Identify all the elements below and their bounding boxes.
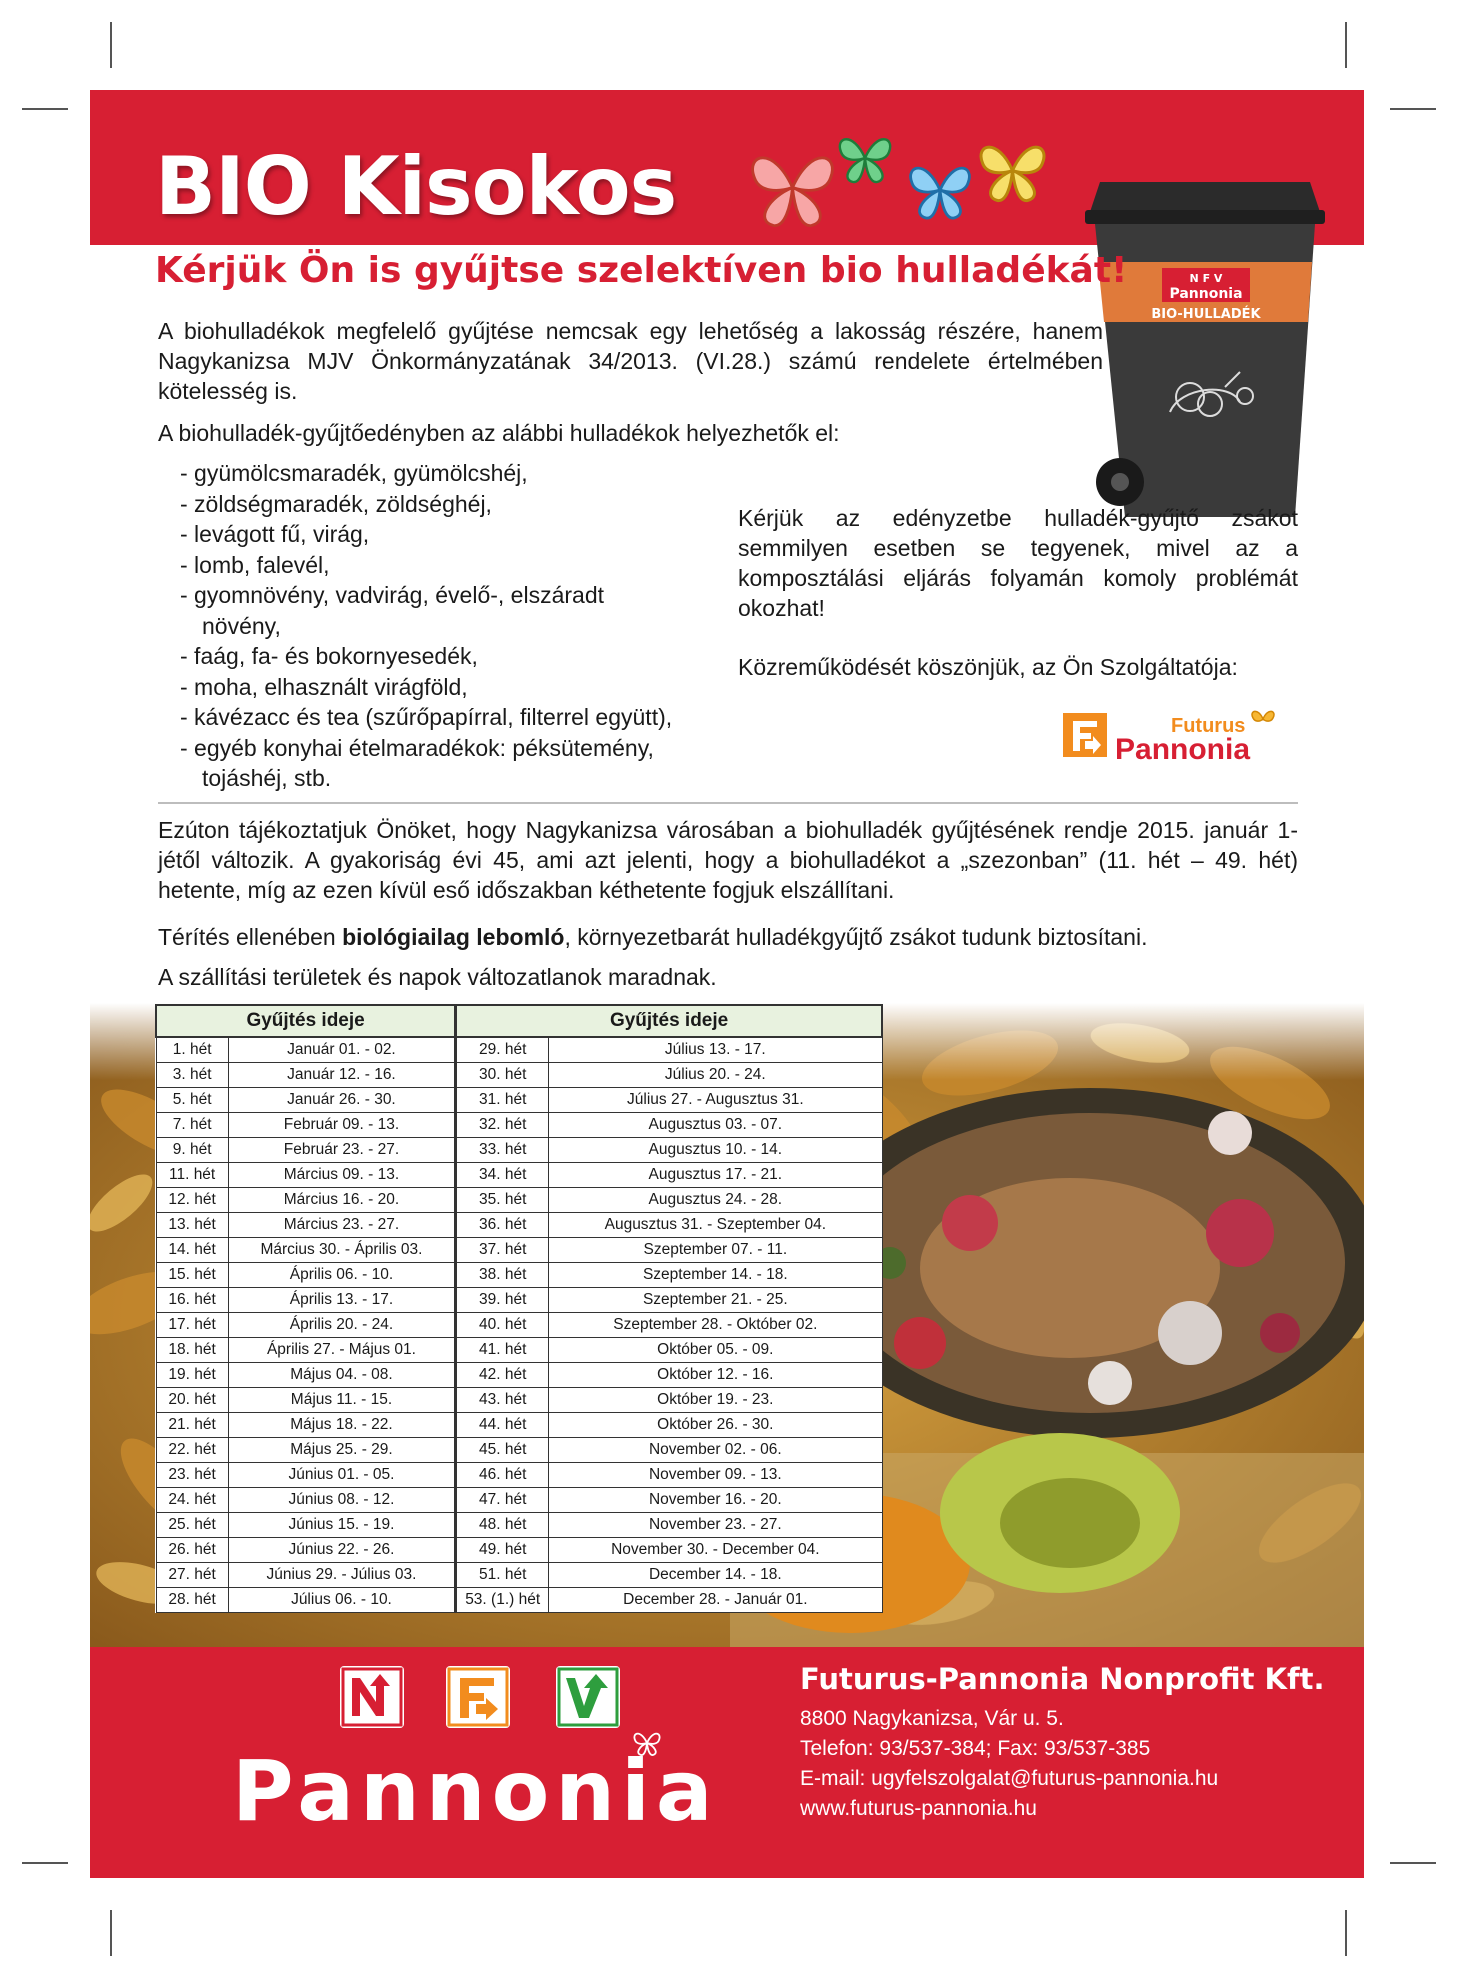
list-item: - zöldségmaradék, zöldséghéj, <box>180 490 492 517</box>
week-cell: 30. hét <box>456 1063 549 1088</box>
divider <box>158 802 1298 804</box>
crop-mark <box>1390 1862 1436 1864</box>
logo-pannonia-text: Pannonia <box>1115 733 1251 765</box>
date-range-cell: Július 27. - Augusztus 31. <box>549 1088 882 1113</box>
week-cell: 47. hét <box>456 1488 549 1513</box>
week-cell: 26. hét <box>156 1538 228 1563</box>
crop-mark <box>1390 108 1436 110</box>
week-cell: 3. hét <box>156 1063 228 1088</box>
week-cell: 36. hét <box>456 1213 549 1238</box>
company-contact <box>800 1662 1325 1824</box>
week-cell: 21. hét <box>156 1413 228 1438</box>
date-range-cell: Augusztus 17. - 21. <box>549 1163 882 1188</box>
date-range-cell: Szeptember 14. - 18. <box>549 1263 882 1288</box>
date-range-cell: Január 01. - 02. <box>228 1037 455 1063</box>
date-range-cell: Február 09. - 13. <box>228 1113 455 1138</box>
table-row <box>156 1163 882 1188</box>
table-row <box>156 1288 882 1313</box>
week-cell: 31. hét <box>456 1088 549 1113</box>
table-row <box>156 1263 882 1288</box>
date-range-cell: Október 05. - 09. <box>549 1338 882 1363</box>
table-row <box>156 1488 882 1513</box>
butterfly-icon <box>905 155 975 225</box>
futurus-pannonia-logo <box>1063 705 1303 770</box>
company-email[interactable]: E-mail: ugyfelszolgalat@futurus-pannonia.hu <box>800 1767 1219 1790</box>
date-range-cell: Szeptember 28. - Október 02. <box>549 1313 882 1338</box>
date-range-cell: Június 08. - 12. <box>228 1488 455 1513</box>
crop-mark <box>22 1862 68 1864</box>
list-item: - faág, fa- és bokornyesedék, <box>180 643 478 669</box>
date-range-cell: Május 18. - 22. <box>228 1413 455 1438</box>
table-row <box>156 1063 882 1088</box>
butterfly-icon <box>975 133 1050 208</box>
date-range-cell: Augusztus 03. - 07. <box>549 1113 882 1138</box>
table-row <box>156 1588 882 1613</box>
week-cell: 42. hét <box>456 1363 549 1388</box>
page-title: BIO Kisokos <box>155 140 677 233</box>
list-item: - kávézacc és tea (szűrőpapírral, filterrel együtt), <box>180 704 673 730</box>
list-item: - levágott fű, virág, <box>180 521 370 547</box>
week-cell: 25. hét <box>156 1513 228 1538</box>
logo-futurus-text: Futurus <box>1171 715 1246 737</box>
thanks-paragraph: Közreműködését köszönjük, az Ön Szolgáltatója: <box>738 654 1238 680</box>
collection-schedule-table <box>155 1004 883 1613</box>
nkh-logo-icon <box>340 1666 404 1728</box>
crop-mark <box>22 108 68 110</box>
date-range-cell: Március 09. - 13. <box>228 1163 455 1188</box>
week-cell: 33. hét <box>456 1138 549 1163</box>
futurus-logo-icon <box>446 1666 510 1728</box>
company-phone: Telefon: 93/537-384; Fax: 93/537-385 <box>800 1737 1151 1760</box>
week-cell: 49. hét <box>456 1538 549 1563</box>
date-range-cell: Augusztus 24. - 28. <box>549 1188 882 1213</box>
info-paragraph: Ezúton tájékoztatjuk Önöket, hogy Nagykanizsa városában a biohulladék gyűjtésének rendje 2015. január 1-jétől változik. A gyakoriság évi 45, ami azt jelenti, hogy a biohulladékot a „szezonban” (11. hét – 49. hét) hetente, míg az ezen kívül eső időszakban kéthetente fogjuk elszállítani. <box>158 817 1298 903</box>
crop-mark <box>1345 22 1347 68</box>
date-range-cell: Május 25. - 29. <box>228 1438 455 1463</box>
week-cell: 14. hét <box>156 1238 228 1263</box>
week-cell: 34. hét <box>456 1163 549 1188</box>
crop-mark <box>110 22 112 68</box>
list-item: - gyümölcsmaradék, gyümölcshéj, <box>180 460 528 486</box>
week-cell: 19. hét <box>156 1363 228 1388</box>
week-cell: 22. hét <box>156 1438 228 1463</box>
week-cell: 27. hét <box>156 1563 228 1588</box>
intro-paragraph: A biohulladékok megfelelő gyűjtése nemcsak egy lehetőség a lakosság részére, hanem Nagykanizsa MJV Önkormányzatának 34/2013. (VI.28.) számú rendelete értelmében kötelesség is. <box>158 318 1103 404</box>
company-name: Futurus-Pannonia Nonprofit Kft. <box>800 1662 1325 1696</box>
crop-mark <box>1345 1910 1347 1956</box>
bio-waste-bin-image <box>1080 172 1330 532</box>
list-intro: A biohulladék-gyűjtőedényben az alábbi hulladékok helyezhetők el: <box>158 420 840 446</box>
date-range-cell: Június 15. - 19. <box>228 1513 455 1538</box>
bold-term: biológiailag lebomló <box>342 924 565 950</box>
table-row <box>156 1363 882 1388</box>
table-row <box>156 1188 882 1213</box>
subtitle: Kérjük Ön is gyűjtse szelektíven bio hulladékát! <box>155 250 1128 291</box>
date-range-cell: Szeptember 07. - 11. <box>549 1238 882 1263</box>
date-range-cell: Október 12. - 16. <box>549 1363 882 1388</box>
table-row <box>156 1088 882 1113</box>
table-row <box>156 1138 882 1163</box>
info-paragraph: A szállítási területek és napok változatlanok maradnak. <box>158 964 717 990</box>
date-range-cell: Október 19. - 23. <box>549 1388 882 1413</box>
week-cell: 13. hét <box>156 1213 228 1238</box>
date-range-cell: December 28. - Január 01. <box>549 1588 882 1613</box>
list-item: - gyomnövény, vadvirág, évelő-, elszáradt növény, <box>180 582 604 639</box>
date-range-cell: Március 30. - Április 03. <box>228 1238 455 1263</box>
week-cell: 41. hét <box>456 1338 549 1363</box>
company-address: 8800 Nagykanizsa, Vár u. 5. <box>800 1707 1064 1730</box>
week-cell: 44. hét <box>456 1413 549 1438</box>
week-cell: 17. hét <box>156 1313 228 1338</box>
week-cell: 35. hét <box>456 1188 549 1213</box>
date-range-cell: Január 26. - 30. <box>228 1088 455 1113</box>
week-cell: 1. hét <box>156 1037 228 1063</box>
table-row <box>156 1113 882 1138</box>
crop-mark <box>110 1910 112 1956</box>
info-paragraph: Térítés ellenében biológiailag lebomló, környezetbarát hulladékgyűjtő zsákot tudunk biztosítani. <box>158 924 1148 950</box>
date-range-cell: November 30. - December 04. <box>549 1538 882 1563</box>
week-cell: 23. hét <box>156 1463 228 1488</box>
date-range-cell: Július 13. - 17. <box>549 1037 882 1063</box>
butterfly-icon <box>1252 711 1274 721</box>
date-range-cell: Június 01. - 05. <box>228 1463 455 1488</box>
week-cell: 43. hét <box>456 1388 549 1413</box>
week-cell: 18. hét <box>156 1338 228 1363</box>
pannonia-logo-text: Pannonia <box>232 1742 719 1840</box>
list-item: - lomb, falevél, <box>180 551 330 578</box>
week-cell: 46. hét <box>456 1463 549 1488</box>
waste-list <box>180 458 740 794</box>
table-row <box>156 1238 882 1263</box>
table-row <box>156 1438 882 1463</box>
column-header: Gyűjtés ideje <box>156 1005 456 1037</box>
week-cell: 24. hét <box>156 1488 228 1513</box>
column-header: Gyűjtés ideje <box>456 1005 882 1037</box>
table-row <box>156 1563 882 1588</box>
date-range-cell: Szeptember 21. - 25. <box>549 1288 882 1313</box>
week-cell: 12. hét <box>156 1188 228 1213</box>
table-row <box>156 1538 882 1563</box>
date-range-cell: Április 20. - 24. <box>228 1313 455 1338</box>
date-range-cell: December 14. - 18. <box>549 1563 882 1588</box>
week-cell: 29. hét <box>456 1037 549 1063</box>
week-cell: 9. hét <box>156 1138 228 1163</box>
date-range-cell: Március 16. - 20. <box>228 1188 455 1213</box>
date-range-cell: Július 20. - 24. <box>549 1063 882 1088</box>
date-range-cell: Június 29. - Július 03. <box>228 1563 455 1588</box>
date-range-cell: November 02. - 06. <box>549 1438 882 1463</box>
date-range-cell: November 09. - 13. <box>549 1463 882 1488</box>
date-range-cell: Február 23. - 27. <box>228 1138 455 1163</box>
date-range-cell: Október 26. - 30. <box>549 1413 882 1438</box>
date-range-cell: Június 22. - 26. <box>228 1538 455 1563</box>
week-cell: 38. hét <box>456 1263 549 1288</box>
table-row <box>156 1313 882 1338</box>
date-range-cell: Április 27. - Május 01. <box>228 1338 455 1363</box>
week-cell: 5. hét <box>156 1088 228 1113</box>
week-cell: 11. hét <box>156 1163 228 1188</box>
table-header-row <box>156 1005 882 1037</box>
date-range-cell: November 16. - 20. <box>549 1488 882 1513</box>
date-range-cell: Január 12. - 16. <box>228 1063 455 1088</box>
company-website[interactable]: www.futurus-pannonia.hu <box>800 1797 1037 1820</box>
date-range-cell: Március 23. - 27. <box>228 1213 455 1238</box>
week-cell: 51. hét <box>456 1563 549 1588</box>
list-item: - egyéb konyhai ételmaradékok: péksütemény, tojáshéj, stb. <box>180 734 654 791</box>
week-cell: 20. hét <box>156 1388 228 1413</box>
green-logo-icon <box>556 1666 620 1728</box>
butterfly-icon <box>835 128 895 188</box>
date-range-cell: Augusztus 10. - 14. <box>549 1138 882 1163</box>
week-cell: 40. hét <box>456 1313 549 1338</box>
table-row <box>156 1513 882 1538</box>
table-row <box>156 1338 882 1363</box>
week-cell: 37. hét <box>456 1238 549 1263</box>
week-cell: 48. hét <box>456 1513 549 1538</box>
week-cell: 16. hét <box>156 1288 228 1313</box>
date-range-cell: Május 11. - 15. <box>228 1388 455 1413</box>
table-row <box>156 1413 882 1438</box>
table-row <box>156 1463 882 1488</box>
date-range-cell: Augusztus 31. - Szeptember 04. <box>549 1213 882 1238</box>
bin-label: BIO-HULLADÉK <box>1151 307 1261 322</box>
date-range-cell: Május 04. - 08. <box>228 1363 455 1388</box>
bin-brand: Pannonia <box>1169 286 1243 302</box>
notice-paragraph: Kérjük az edényzetbe hulladék-gyűjtő zsákot semmilyen esetben se tegyenek, mivel az a komposztálási eljárás folyamán komoly problémát okozhat! <box>738 505 1298 621</box>
table-row <box>156 1213 882 1238</box>
butterfly-icon <box>745 140 840 235</box>
week-cell: 53. (1.) hét <box>456 1588 549 1613</box>
week-cell: 32. hét <box>456 1113 549 1138</box>
week-cell: 39. hét <box>456 1288 549 1313</box>
date-range-cell: November 23. - 27. <box>549 1513 882 1538</box>
bin-letters: N F V <box>1189 272 1223 285</box>
table-row <box>156 1388 882 1413</box>
date-range-cell: Április 13. - 17. <box>228 1288 455 1313</box>
date-range-cell: Április 06. - 10. <box>228 1263 455 1288</box>
date-range-cell: Július 06. - 10. <box>228 1588 455 1613</box>
list-item: - moha, elhasznált virágföld, <box>180 673 468 700</box>
week-cell: 7. hét <box>156 1113 228 1138</box>
week-cell: 15. hét <box>156 1263 228 1288</box>
week-cell: 28. hét <box>156 1588 228 1613</box>
table-row <box>156 1037 882 1063</box>
week-cell: 45. hét <box>456 1438 549 1463</box>
